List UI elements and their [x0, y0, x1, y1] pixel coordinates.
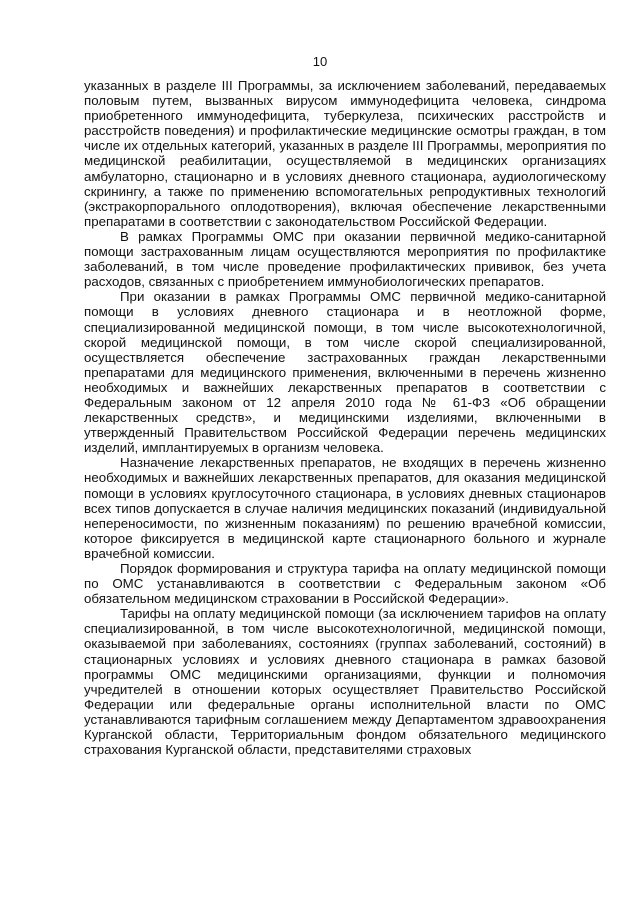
paragraph-4: Назначение лекарственных препаратов, не входящих в перечень жизненно необходимых и важнейших лекарственных препаратов, для оказания медицинской помощи в условиях круглосуточного стационара, в условиях дневных стационаров всех типов допускается в случае наличия медицинских показаний (индивидуальной непереносимости, по жизненным показаниям) по решению врачебной комиссии, которое фиксируется в медицинской карте стационарного больного и журнале врачебной комиссии.: [84, 455, 606, 561]
paragraph-3: При оказании в рамках Программы ОМС первичной медико-санитарной помощи в условиях дневного стационара и в неотложной форме, специализированной медицинской помощи, в том числе высокотехнологичной, скорой медицинской помощи, в том числе скорой специализированной, осуществляется обеспечение застрахованных граждан лекарственными препаратами для медицинского применения, включенными в перечень жизненно необходимых и важнейших лекарственных препаратов в соответствии с Федеральным законом от 12 апреля 2010 года № 61-ФЗ «Об обращении лекарственных средств», и медицинскими изделиями, включенными в утвержденный Правительством Российской Федерации перечень медицинских изделий, имплантируемых в организм человека.: [84, 289, 606, 456]
paragraph-2: В рамках Программы ОМС при оказании первичной медико-санитарной помощи застрахованным лицам осуществляются мероприятия по профилактике заболеваний, в том числе проведение профилактических прививок, без учета расходов, связанных с приобретением иммунобиологических препаратов.: [84, 228, 606, 290]
page-number: 10: [312, 54, 328, 69]
paragraph-5: Порядок формирования и структура тарифа на оплату медицинской помощи по ОМС устанавливаются в соответствии с Федеральным законом «Об обязательном медицинском страховании в Российской Федерации».: [84, 561, 606, 607]
paragraph-6: Тарифы на оплату медицинской помощи (за исключением тарифов на оплату специализированной, в том числе высокотехнологичной, медицинской помощи, оказываемой при заболеваниях, состояниях (группах заболеваний, состояний) в стационарных условиях и условиях дневного стационара в рамках базовой программы ОМС медицинскими организациями, функции и полномочия учредителей в отношении которых осуществляет Правительство Российской Федерации или федеральные органы исполнительной власти по ОМС устанавливаются тарифным соглашением между Департаментом здравоохранения Курганской области, Территориальным фондом обязательного медицинского страхования Курганской области, представителями страховых: [84, 606, 606, 758]
document-body: [84, 78, 606, 757]
paragraph-1: указанных в разделе III Программы, за исключением заболеваний, передаваемых половым путем, вызванных вирусом иммунодефицита человека, синдрома приобретенного иммунодефицита, туберкулеза, психических расстройств и расстройств поведения) и профилактические медицинские осмотры граждан, в том числе их отдельных категорий, указанных в разделе III Программы, мероприятия по медицинской реабилитации, осуществляемой в медицинских организациях амбулаторно, стационарно и в условиях дневного стационара, аудиологическому скринингу, а также по применению вспомогательных репродуктивных технологий (экстракорпорального оплодотворения), включая обеспечение лекарственными препаратами в соответствии с законодательством Российской Федерации.: [84, 78, 606, 229]
